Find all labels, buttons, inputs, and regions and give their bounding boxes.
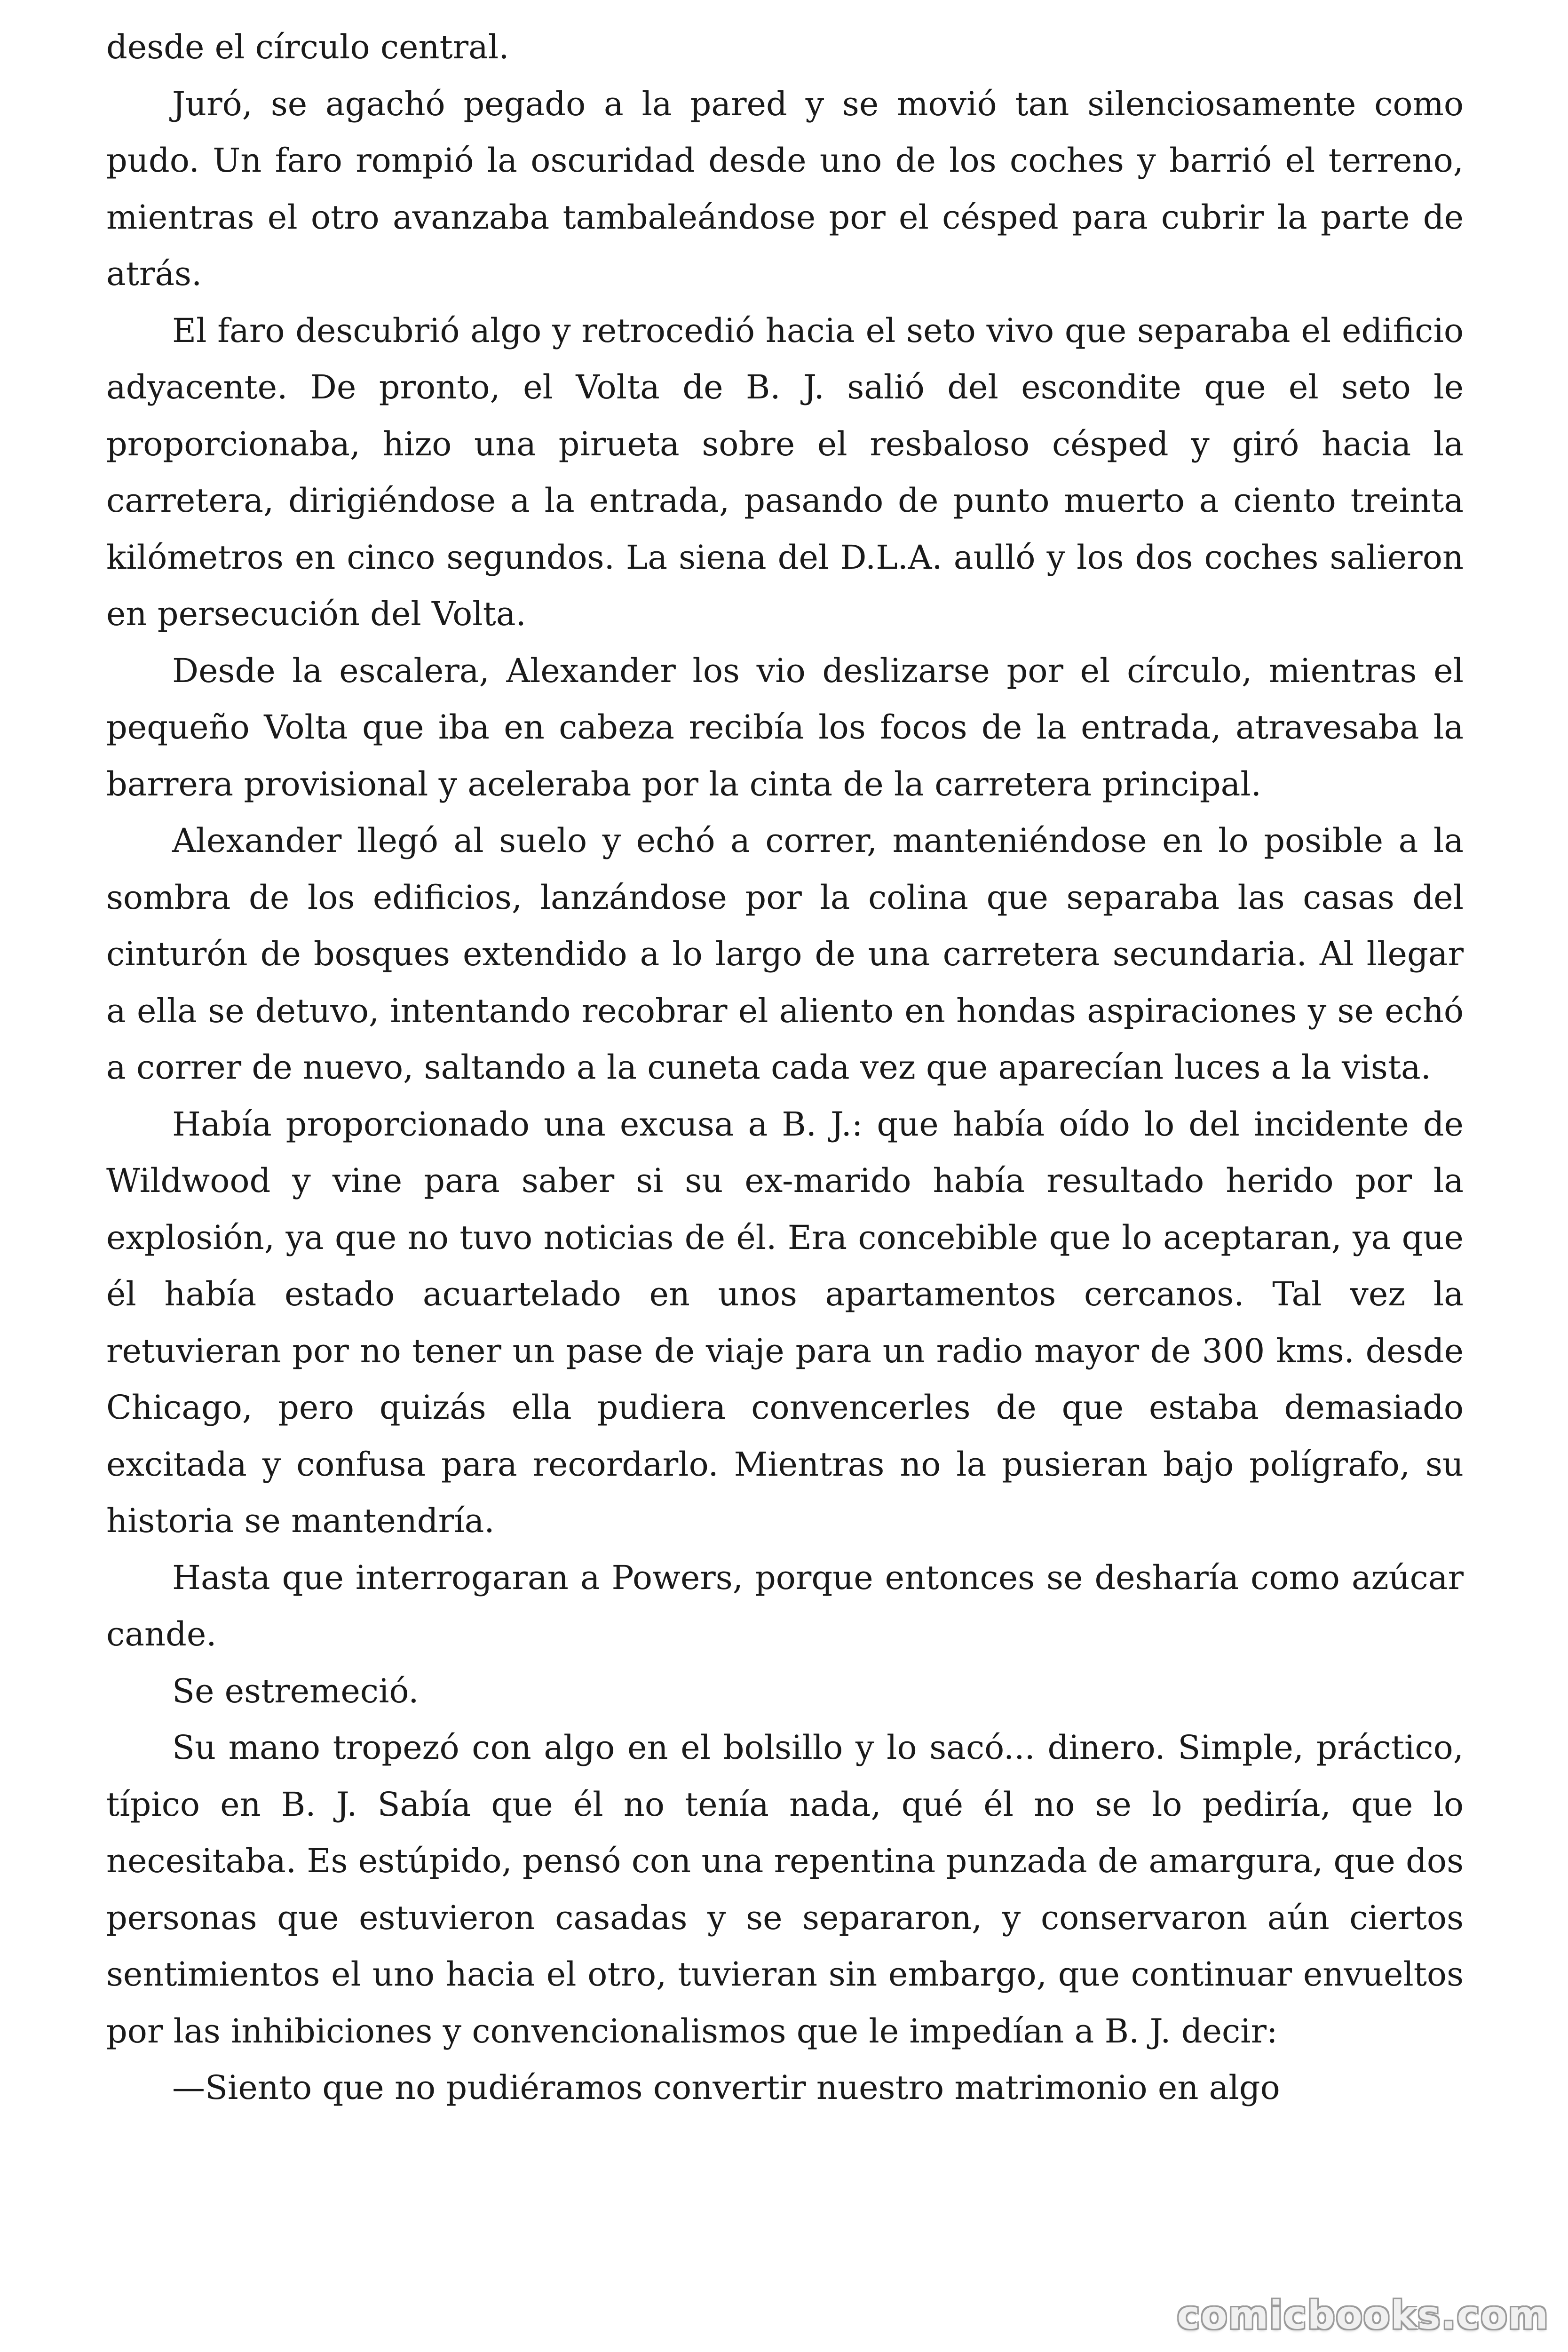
paragraph-9: Su mano tropezó con algo en el bolsillo y lo sacó... dinero. Simple, práctico, típico en B. J. Sabía que él no tenía nada, qué él no se lo pediría, que lo necesitaba. Es estúpido, pensó con una repentina punzada de amargura, que dos personas que estuvieron casadas y se separaron, y conservaron aún ciertos sentimientos el uno hacia el otro, tuvieran sin embargo, que continuar envueltos por las inhibiciones y convencionalismos que le impedían a B. J. decir: bbox=[106, 1728, 1464, 2050]
paragraph-8: Se estremeció. bbox=[172, 1671, 419, 1710]
paragraph-6: Había proporcionado una excusa a B. J.: que había oído lo del incidente de Wildwood y vine para saber si su ex-marido había resultado herido por la explosión, ya que no tuvo noticias de él. Era concebible que lo aceptaran, ya que él había estado acuartelado en unos apartamentos cercanos. Tal vez la retuvieran por no tener un pase de viaje para un radio mayor de 300 kms. desde Chicago, pero quizás ella pudiera convencerles de que estaba demasiado excitada y confusa para recordarlo. Mientras no la pusieran bajo polígrafo, su historia se mantendría. bbox=[106, 1104, 1464, 1540]
paragraph-2: Juró, se agachó pegado a la pared y se movió tan silenciosamente como pudo. Un faro rompió la oscuridad desde uno de los coches y barrió el terreno, mientras el otro avanzaba tambaleándose por el césped para cubrir la parte de atrás. bbox=[106, 84, 1464, 293]
paragraph-3: El faro descubrió algo y retrocedió hacia el seto vivo que separaba el edificio adyacente. De pronto, el Volta de B. J. salió del escondite que el seto le proporcionaba, hizo una pirueta sobre el resbaloso césped y giró hacia la carretera, dirigiéndose a la entrada, pasando de punto muerto a ciento treinta kilómetros en cinco segundos. La siena del D.L.A. aulló y los dos coches salieron en persecución del Volta. bbox=[106, 311, 1464, 633]
paragraph-4: Desde la escalera, Alexander los vio deslizarse por el círculo, mientras el pequeño Volta que iba en cabeza recibía los focos de la entrada, atravesaba la barrera provisional y aceleraba por la cinta de la carretera principal. bbox=[106, 651, 1464, 803]
paragraph-5: Alexander llegó al suelo y echó a correr, manteniéndose en lo posible a la sombra de los edificios, lanzándose por la colina que separaba las casas del cinturón de bosques extendido a lo largo de una carretera secundaria. Al llegar a ella se detuvo, intentando recobrar el aliento en hondas aspiraciones y se echó a correr de nuevo, saltando a la cuneta cada vez que aparecían luces a la vista. bbox=[106, 821, 1464, 1087]
watermark: comicbooks.com bbox=[1177, 2293, 1549, 2338]
paragraph-7: Hasta que interrogaran a Powers, porque entonces se desharía como azúcar cande. bbox=[106, 1558, 1464, 1653]
book-page bbox=[106, 19, 1464, 2343]
paragraph-10: —Siento que no pudiéramos convertir nuestro matrimonio en algo bbox=[172, 2068, 1280, 2107]
paragraph-1: desde el círculo central. bbox=[106, 28, 509, 66]
